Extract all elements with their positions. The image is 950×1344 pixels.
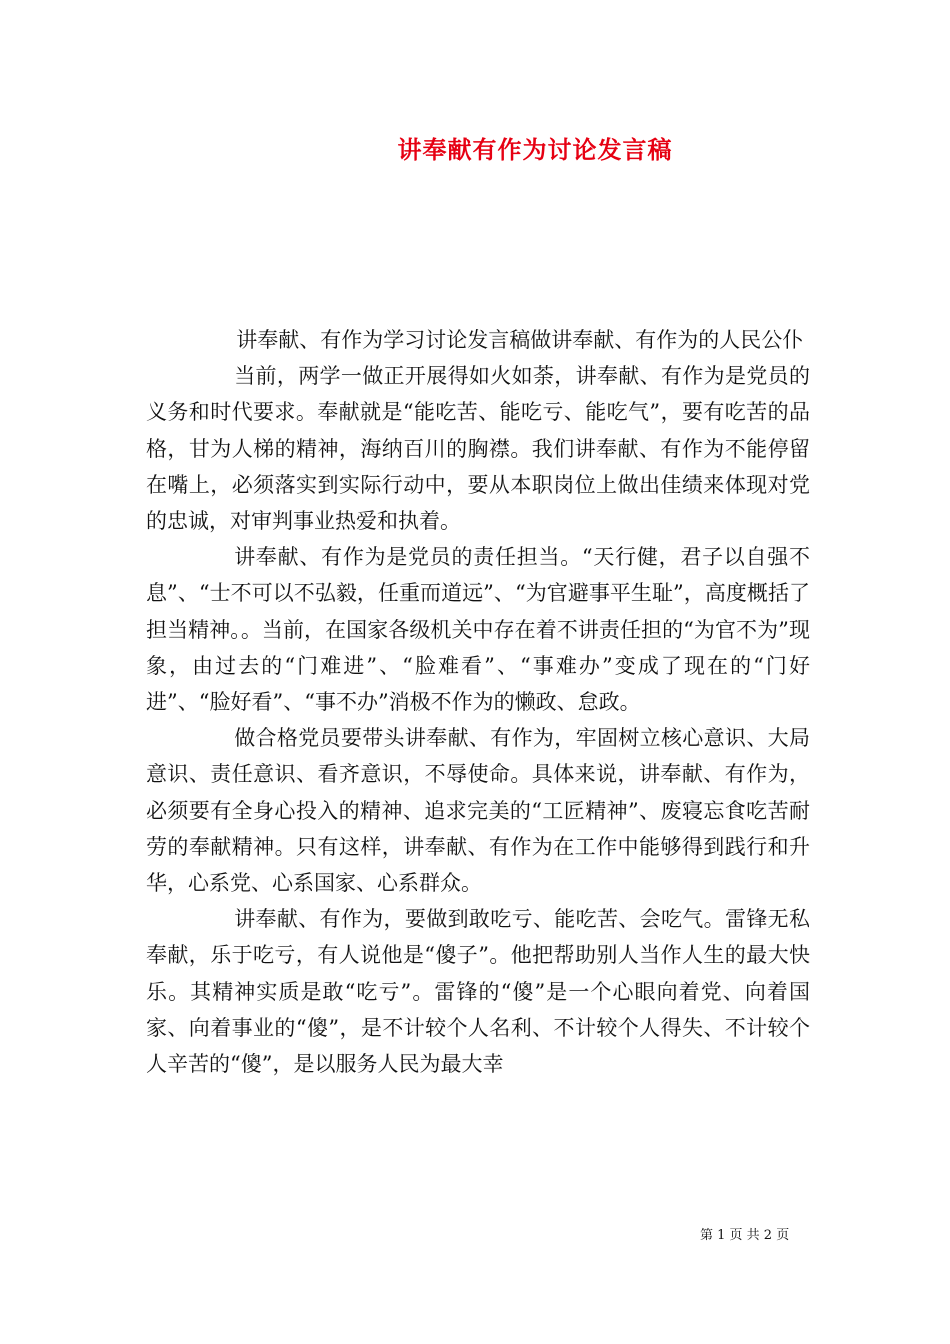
- paragraph-5: 讲奉献、有作为，要做到敢吃亏、能吃苦、会吃气。雷锋无私奉献，乐于吃亏，有人说他是“傻子”。他把帮助别人当作人生的最大快乐。其精神实质是敢“吃亏”。雷锋的“傻”是一个心眼向着党、向着国家、向着事业的“傻”，是不计较个人名利、不计较个人得失、不计较个人辛苦的“傻”，是以服务人民为最大幸: [146, 907, 810, 1077]
- paragraph-1: 讲奉献、有作为学习讨论发言稿做讲奉献、有作为的人民公仆: [236, 328, 804, 352]
- paragraph-3: 讲奉献、有作为是党员的责任担当。“天行健，君子以自强不息”、“士不可以不弘毅，任重而道远”、“为官避事平生耻”，高度概括了担当精神。。当前，在国家各级机关中存在着不讲责任担的“为官不为”现象，由过去的“门难进”、“脸难看”、“事难办”变成了现在的“门好进”、“脸好看”、“事不办”消极不作为的懒政、怠政。: [146, 545, 810, 715]
- page-number-footer: 第 1 页 共 2 页: [700, 1228, 790, 1243]
- paragraph-2: 当前，两学一做正开展得如火如荼，讲奉献、有作为是党员的义务和时代要求。奉献就是“能吃苦、能吃亏、能吃气”，要有吃苦的品格，甘为人梯的精神，海纳百川的胸襟。我们讲奉献、有作为不能停留在嘴上，必须落实到实际行动中，要从本职岗位上做出佳绩来体现对党的忠诚，对审判事业热爱和执着。: [146, 364, 810, 534]
- document-body: [146, 322, 810, 1082]
- paragraph-4: 做合格党员要带头讲奉献、有作为，牢固树立核心意识、大局意识、责任意识、看齐意识，不辱使命。具体来说，讲奉献、有作为，必须要有全身心投入的精神、追求完美的“工匠精神”、废寝忘食吃苦耐劳的奉献精神。只有这样，讲奉献、有作为在工作中能够得到践行和升华，心系党、心系国家、心系群众。: [146, 726, 810, 896]
- document-title: 讲奉献有作为讨论发言稿: [397, 135, 673, 164]
